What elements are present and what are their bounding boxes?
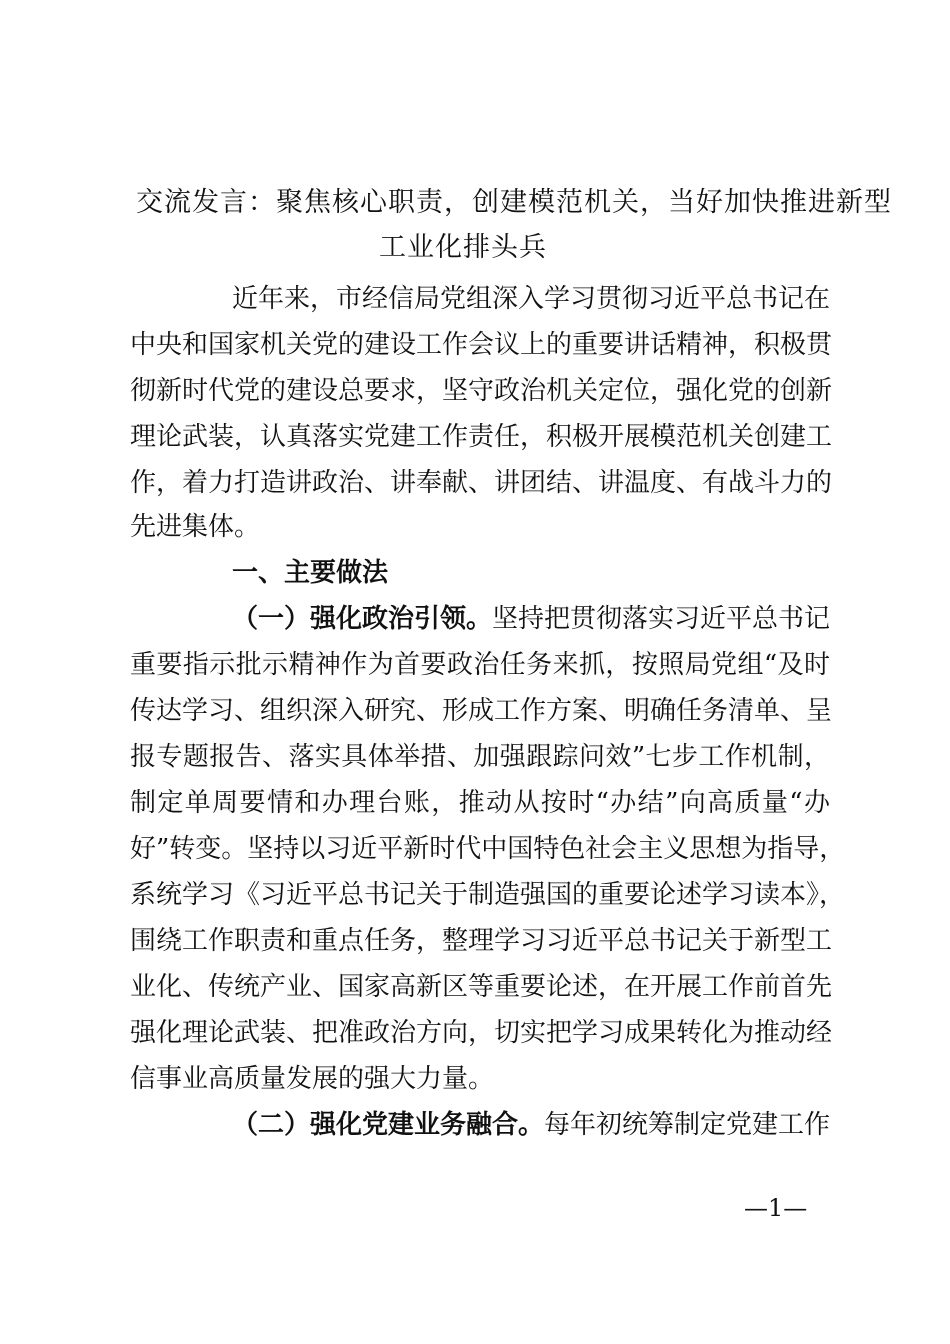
item1-line: 制定单周要情和办理台账，推动从按时“办结”向高质量“办 — [130, 788, 830, 818]
document-title-line-1: 交流发言：聚焦核心职责，创建模范机关，当好加快推进新型 — [136, 187, 892, 218]
item1-line: 报专题报告、落实具体举措、加强跟踪问效”七步工作机制， — [130, 742, 830, 772]
document-title-line-2: 工业化排头兵 — [379, 232, 547, 263]
item1-lead: （一）强化政治引领。 — [232, 604, 493, 634]
item1-line: 业化、传统产业、国家高新区等重要论述，在开展工作前首先 — [130, 972, 833, 1002]
intro-line: 彻新时代党的建设总要求，坚守政治机关定位，强化党的创新 — [130, 376, 833, 406]
item2-first-line — [232, 1108, 830, 1142]
item1-line: 系统学习《习近平总书记关于制造强国的重要论述学习读本》， — [130, 880, 846, 910]
item1-line: 好”转变。坚持以习近平新时代中国特色社会主义思想为指导， — [130, 834, 846, 864]
intro-line: 先进集体。 — [130, 512, 261, 542]
section-heading: 一、主要做法 — [232, 558, 389, 588]
item1-first-rest: 坚持把贯彻落实习近平总书记 — [492, 604, 831, 634]
item2-first-rest: 每年初统筹制定党建工作 — [544, 1110, 831, 1140]
item1-line: 强化理论武装、把准政治方向，切实把学习成果转化为推动经 — [130, 1018, 833, 1048]
intro-line: 作，着力打造讲政治、讲奉献、讲团结、讲温度、有战斗力的 — [130, 468, 833, 498]
item1-line: 围绕工作职责和重点任务，整理学习习近平总书记关于新型工 — [130, 926, 833, 956]
item1-line: 传达学习、组织深入研究、形成工作方案、明确任务清单、呈 — [130, 696, 833, 726]
item1-first-line — [232, 602, 830, 636]
item1-line: 重要指示批示精神作为首要政治任务来抓，按照局党组“及时 — [130, 650, 830, 680]
item2-lead: （二）强化党建业务融合。 — [232, 1110, 545, 1140]
item1-line: 信事业高质量发展的强大力量。 — [130, 1064, 495, 1094]
intro-line: 中央和国家机关党的建设工作会议上的重要讲话精神，积极贯 — [130, 330, 833, 360]
intro-line: 理论武装，认真落实党建工作责任，积极开展模范机关创建工 — [130, 422, 833, 452]
intro-line: 近年来，市经信局党组深入学习贯彻习近平总书记在 — [232, 284, 831, 314]
page-number: —1— — [744, 1194, 808, 1222]
